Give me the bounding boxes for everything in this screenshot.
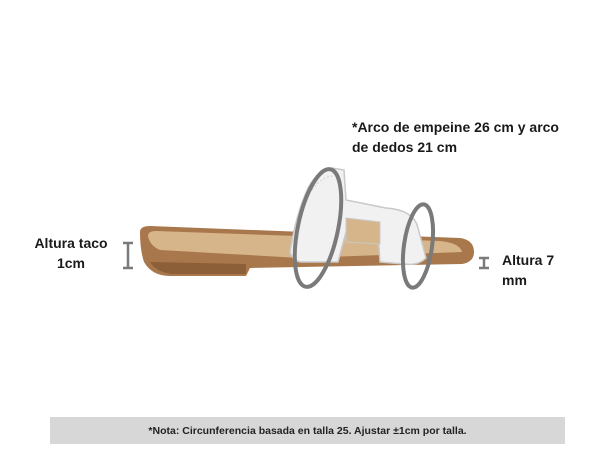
note-bar [50, 417, 565, 444]
instep-arc-label: *Arco de empeine 26 cm y arco de dedos 21 cm [352, 119, 559, 155]
sole-height-label: Altura 7 mm [502, 252, 555, 288]
size-note: *Nota: Circunferencia basada en talla 25. Ajustar ±1cm por talla. [148, 424, 467, 437]
heel-height-label: Altura taco 1cm [34, 235, 108, 271]
heel-height-marker [123, 243, 133, 268]
sole-height-marker [479, 258, 489, 268]
